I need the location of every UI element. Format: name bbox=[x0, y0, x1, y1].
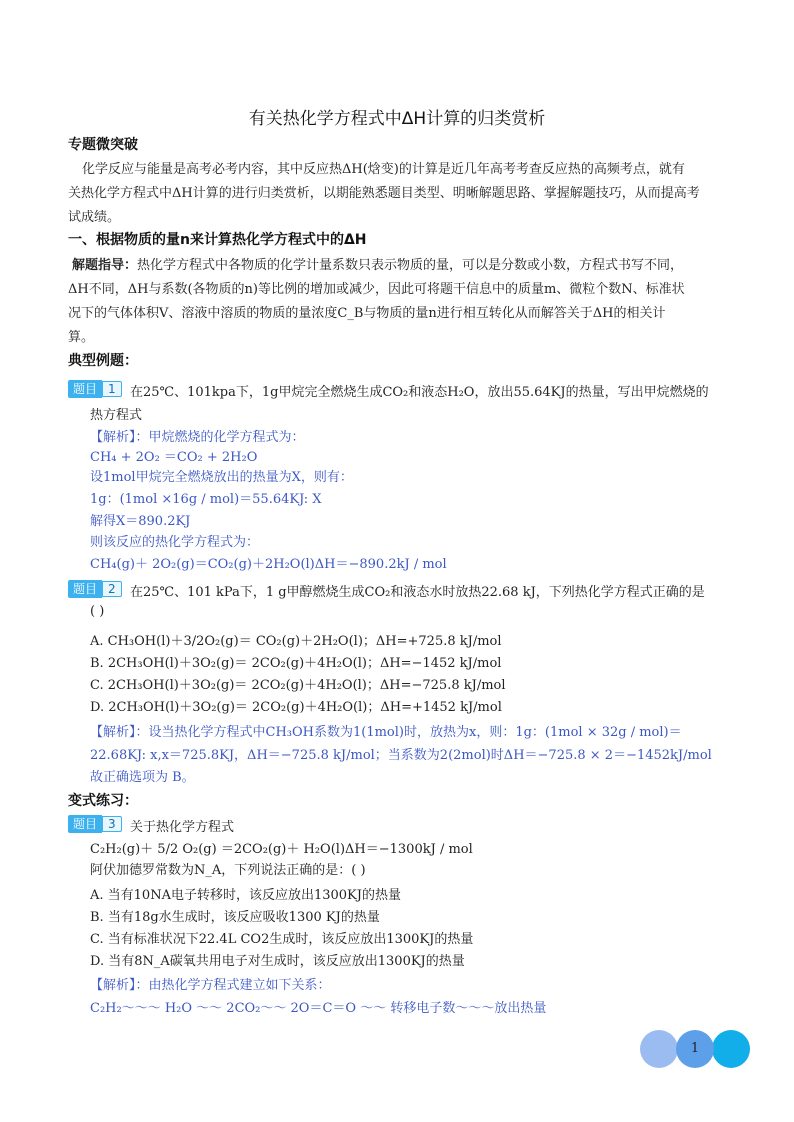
q1-solution-3: 设1mol甲烷完全燃烧放出的热量为X，则有： bbox=[90, 470, 353, 485]
page-title: 有关热化学方程式中ΔH计算的归类赏析 bbox=[248, 109, 546, 129]
guide-text-1: 热化学方程式中各物质的化学计量系数只表示物质的量，可以是分数或小数，方程式书写不同， bbox=[137, 258, 684, 273]
q3-option-d: D. 当有8N_A碳氧共用电子对生成时，该反应放出1300KJ的热量 bbox=[90, 954, 465, 969]
q2-text-2: ( ) bbox=[90, 604, 105, 619]
examples-heading: 典型例题： bbox=[68, 353, 138, 369]
q3-text-2: 阿伏加德罗常数为N_A，下列说法正确的是：( ) bbox=[90, 863, 366, 878]
question-number: 1 bbox=[102, 381, 122, 397]
intro-line-3: 试成绩。 bbox=[68, 210, 121, 225]
q1-solution-7: CH₄(g)＋ 2O₂(g)＝CO₂(g)＋2H₂O(l)ΔH＝−890.2kJ / mol bbox=[90, 557, 447, 572]
q1-solution-2: CH₄ + 2O₂ ＝CO₂ + 2H₂O bbox=[90, 450, 258, 465]
q3-solution-1: 【解析】：由热化学方程式建立如下关系： bbox=[90, 978, 331, 993]
q3-text-1: 关于热化学方程式 bbox=[130, 820, 235, 835]
section-heading: 专题微突破 bbox=[68, 137, 138, 153]
q2-option-c: C. 2CH₃OH(l)＋3O₂(g)＝ 2CO₂(g)＋4H₂O(l)；ΔH=−725.8 kJ/mol bbox=[90, 678, 506, 693]
question-tag-2 bbox=[68, 580, 122, 598]
q1-text-1: 在25℃、101kpa下，1g甲烷完全燃烧生成CO₂和液态H₂O，放出55.64KJ的热量，写出甲烷燃烧的 bbox=[130, 385, 709, 400]
page-number-badge bbox=[640, 1030, 750, 1068]
q3-option-a: A. 当有10NA电子转移时，该反应放出1300KJ的热量 bbox=[90, 888, 401, 903]
guide-line-3: 况下的气体体积V、溶液中溶质的物质的量浓度C_B与物质的量n进行相互转化从而解答关于ΔH的相关计 bbox=[68, 306, 666, 321]
guide-line-1 bbox=[72, 254, 683, 273]
q2-text-1: 在25℃、101 kPa下，1 g甲醇燃烧生成CO₂和液态水时放热22.68 kJ，下列热化学方程式正确的是 bbox=[130, 585, 705, 600]
q2-solution-2: 22.68KJ: x,x＝725.8KJ，ΔH＝−725.8 kJ/mol；当系数为2(2mol)时ΔH＝−725.8 × 2＝−1452kJ/mol bbox=[90, 748, 712, 763]
decor-circle bbox=[640, 1030, 678, 1068]
q1-solution-1: 【解析】：甲烷燃烧的化学方程式为： bbox=[90, 430, 305, 445]
q3-equation: C₂H₂(g)＋ 5/2 O₂(g) ＝2CO₂(g)＋ H₂O(l)ΔH＝−1300kJ / mol bbox=[90, 842, 473, 857]
guide-label: 解题指导： bbox=[72, 258, 138, 273]
q3-solution-2: C₂H₂～～～ H₂O ～～ 2CO₂～～ 2O＝C＝O ～～ 转移电子数～～～放出热量 bbox=[90, 1001, 547, 1016]
question-tag-1 bbox=[68, 380, 122, 398]
q1-solution-5: 解得X＝890.2KJ bbox=[90, 514, 191, 529]
q2-option-a: A. CH₃OH(l)＋3/2O₂(g)＝ CO₂(g)＋2H₂O(l)；ΔH=+725.8 kJ/mol bbox=[90, 634, 502, 649]
q3-option-b: B. 当有18g水生成时，该反应吸收1300 KJ的热量 bbox=[90, 910, 380, 925]
q1-solution-4: 1g：(1mol ×16g / mol)＝55.64KJ: X bbox=[90, 492, 322, 507]
page-number: 1 bbox=[690, 1041, 700, 1056]
q3-option-c: C. 当有标准状况下22.4L CO2生成时，该反应放出1300KJ的热量 bbox=[90, 932, 474, 947]
guide-line-2: ΔH不同，ΔH与系数(各物质的n)等比例的增加或减少，因此可将题干信息中的质量m、微粒个数N、标准状 bbox=[68, 282, 685, 297]
intro-line-1: 化学反应与能量是高考必考内容，其中反应热ΔH(焓变)的计算是近几年高考考查反应热的高频考点，就有 bbox=[82, 162, 685, 177]
guide-line-4: 算。 bbox=[68, 330, 95, 345]
intro-line-2: 关热化学方程式中ΔH计算的进行归类赏析，以期能熟悉题目类型、明晰解题思路、掌握解题技巧，从而提高考 bbox=[68, 186, 700, 201]
question-number: 2 bbox=[102, 581, 122, 597]
q2-option-d: D. 2CH₃OH(l)＋3O₂(g)＝ 2CO₂(g)＋4H₂O(l)；ΔH=+1452 kJ/mol bbox=[90, 700, 502, 715]
question-number: 3 bbox=[102, 816, 122, 832]
decor-circle bbox=[712, 1030, 750, 1068]
question-label: 题目 bbox=[68, 580, 102, 598]
q1-text-2: 热方程式 bbox=[90, 408, 143, 423]
question-tag-3 bbox=[68, 815, 122, 833]
q2-solution-1: 【解析】：设当热化学方程式中CH₃OH系数为1(1mol)时，放热为x，则：1g：(1mol × 32g / mol)＝ bbox=[90, 725, 682, 740]
question-label: 题目 bbox=[68, 815, 102, 833]
q1-solution-6: 则该反应的热化学方程式为： bbox=[90, 535, 260, 550]
part1-heading: 一、根据物质的量n来计算热化学方程式中的ΔH bbox=[68, 232, 367, 248]
q2-option-b: B. 2CH₃OH(l)＋3O₂(g)＝ 2CO₂(g)＋4H₂O(l)；ΔH=−1452 kJ/mol bbox=[90, 656, 502, 671]
variation-heading: 变式练习： bbox=[68, 793, 138, 809]
question-label: 题目 bbox=[68, 380, 102, 398]
q2-solution-3: 故正确选项为 B。 bbox=[90, 770, 195, 785]
